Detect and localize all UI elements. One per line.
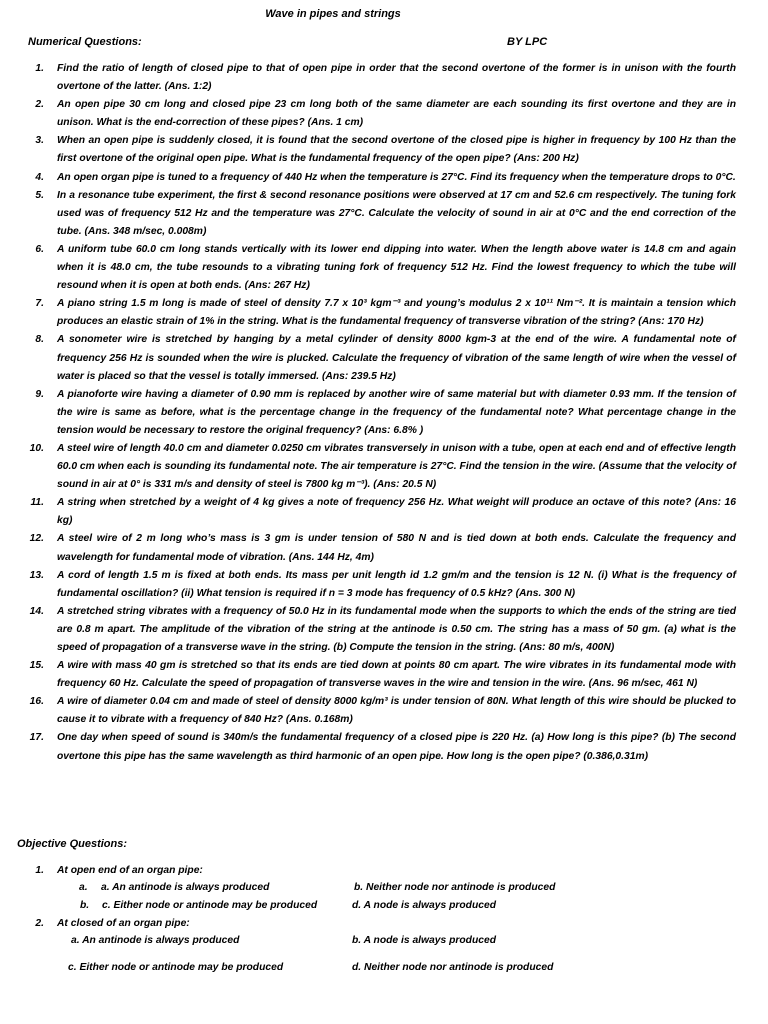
question-number: 10. xyxy=(29,442,44,454)
question-text: One day when speed of sound is 340m/s the fundamental frequency of a closed pipe is 220 Hz. (a) How long is this pipe? (b) The second overtone this pipe has the same wavelength as third harmonic of an open pipe. How long is the open pipe? (0.386,0.31m) xyxy=(57,732,736,762)
document-title: Wave in pipes and strings xyxy=(265,8,401,20)
objective-options-row xyxy=(0,897,768,915)
question-text: A steel wire of length 40.0 cm and diameter 0.0250 cm vibrates transversely in unison with a tube, open at each end and of effective length 60.0 cm when each is sounding its fundamental note. The air temperature is 27°C. Find the tension in the wire. (Assume that the velocity of sound in air at 0° is 331 m/s and density of steel is 7800 kg m⁻³). (Ans: 20.5 N) xyxy=(57,442,736,491)
question-text: An open pipe 30 cm long and closed pipe 23 cm long both of the same diameter are each sounding its first overtone and they are in unison. What is the end-correction of these pipes? (Ans. 1 cm) xyxy=(57,99,736,129)
objective-options-row xyxy=(0,959,768,977)
option-c: c. Either node or antinode may be produced xyxy=(102,900,318,911)
question-text: A pianoforte wire having a diameter of 0.90 mm is replaced by another wire of same material but with diameter 0.93 mm. If the tension of the wire is same as before, what is the percentage change in the frequency of the fundamental note? What percentage change in the tension would be necessary to restore the original frequency? (Ans: 6.8% ) xyxy=(57,388,736,436)
option-c: c. Either node or antinode may be produced xyxy=(68,962,284,973)
numerical-section-heading: Numerical Questions: xyxy=(28,36,142,48)
question-number: 1. xyxy=(35,63,44,74)
objective-question-1 xyxy=(0,862,768,880)
list-item xyxy=(20,386,736,440)
question-text: When an open pipe is suddenly closed, it is found that the second overtone of the closed pipe is higher in frequency by 100 Hz than the first overtone of the original open pipe. What is the fundamental frequency of the open pipe? (Ans: 200 Hz) xyxy=(57,135,736,165)
option-a: a. An antinode is always produced xyxy=(71,935,240,946)
author-label: BY LPC xyxy=(507,36,548,48)
question-text: An open organ pipe is tuned to a frequency of 440 Hz when the temperature is 27°C. Find its frequency when the temperature drops to 0°C. xyxy=(57,171,736,183)
question-number: 15. xyxy=(29,660,44,672)
question-text: A cord of length 1.5 m is fixed at both ends. Its mass per unit length id 1.2 gm/m and the tension is 12 N. (i) What is the frequency of fundamental oscillation? (ii) What tension is required if n = 3 mode has frequency of 0.5 kHz? (Ans. 300 N) xyxy=(57,569,736,599)
question-number: 17. xyxy=(29,732,44,744)
option-marker: a. xyxy=(79,882,88,893)
list-item xyxy=(20,132,736,168)
objective-question-text: At closed of an organ pipe: xyxy=(57,918,190,929)
objective-question-number: 1. xyxy=(35,865,44,876)
list-item xyxy=(20,729,736,765)
list-item xyxy=(20,567,736,603)
objective-question-number: 2. xyxy=(35,918,44,929)
list-item xyxy=(20,657,736,693)
question-number: 6. xyxy=(35,243,44,255)
question-text: A uniform tube 60.0 cm long stands vertically with its lower end dipping into water. When the length above water is 14.8 cm and again when it is 48.0 cm, the tube resounds to a vibrating tuning fork of frequency 512 Hz. Find the lowest frequency to which the tube will resound when it is open at both ends. (Ans: 267 Hz) xyxy=(57,243,736,292)
option-d: d. Neither node nor antinode is produced xyxy=(352,962,554,973)
list-item xyxy=(20,693,736,729)
question-text: A sonometer wire is stretched by hanging by a metal cylinder of density 8000 kgm-3 at the end of the wire. A fundamental note of frequency 256 Hz is sounded when the wire is plucked. Calculate the frequency of vibration of the same length of wire when the vessel of water is placed so that the vessel is totally immersed. (Ans: 239.5 Hz) xyxy=(57,334,736,382)
option-b: b. Neither node nor antinode is produced xyxy=(354,882,556,893)
objective-question-2 xyxy=(0,915,768,933)
question-number: 7. xyxy=(35,298,44,310)
question-text: A wire with mass 40 gm is stretched so that its ends are tied down at points 80 cm apart. The wire vibrates in its fundamental mode with frequency 60 Hz. Calculate the speed of propagation of transverse waves in the wire and tension in the wire. (Ans. 96 m/sec, 461 N) xyxy=(57,660,736,690)
question-text: A string when stretched by a weight of 4 kg gives a note of frequency 256 Hz. What weight will produce an octave of this note? (Ans: 16 kg) xyxy=(57,497,736,527)
objective-options-row xyxy=(0,879,768,897)
objective-options-row xyxy=(0,932,768,950)
question-number: 8. xyxy=(35,334,44,346)
list-item xyxy=(20,60,736,96)
question-number: 5. xyxy=(35,189,44,201)
question-number: 13. xyxy=(29,569,44,581)
question-number: 3. xyxy=(35,135,44,147)
list-item xyxy=(20,331,736,385)
list-item xyxy=(20,96,736,132)
list-item xyxy=(20,187,736,241)
list-item xyxy=(20,241,736,295)
question-text: A steel wire of 2 m long who’s mass is 3 gm is under tension of 580 N and is tied down at both ends. Calculate the frequency and wavelength for fundamental mode of vibration. (Ans. 144 Hz, 4m) xyxy=(57,533,736,563)
list-item xyxy=(20,494,736,530)
list-item xyxy=(20,295,736,331)
question-text: A piano string 1.5 m long is made of steel of density 7.7 x 10³ kgm⁻³ and young’s modulus 2 x 10¹¹ Nm⁻². It is maintain a tension which produces an elastic strain of 1% in the string. What is the fundamental frequency of transverse vibration of the string? (Ans: 170 Hz) xyxy=(57,298,736,328)
question-text: A stretched string vibrates with a frequency of 50.0 Hz in its fundamental mode when the supports to which the ends of the string are tied are 0.8 m apart. The amplitude of the vibration of the string at the antinode is 0.50 cm. The string has a mass of 50 gm. (a) what is the speed of propagation of a transverse wave in the string. (b) Compute the tension in the string. (Ans: 80 m/s, 400N) xyxy=(57,605,736,653)
question-number: 9. xyxy=(35,388,44,400)
option-marker: b. xyxy=(80,900,90,911)
option-a: a. An antinode is always produced xyxy=(101,882,270,893)
option-d: d. A node is always produced xyxy=(352,900,496,911)
question-text: In a resonance tube experiment, the first & second resonance positions were observed at 17 cm and 52.6 cm respectively. The tuning fork used was of frequency 512 Hz and the temperature was 27°C. Calculate the velocity of sound in air at 0°C and the end correction of the tube. (Ans. 348 m/sec, 0.008m) xyxy=(57,189,736,237)
list-item xyxy=(20,603,736,657)
list-item xyxy=(20,169,736,187)
question-number: 4. xyxy=(35,171,44,183)
list-item xyxy=(20,440,736,494)
question-number: 2. xyxy=(35,99,44,111)
question-number: 11. xyxy=(30,497,44,509)
numerical-question-list xyxy=(20,60,736,766)
question-text: A wire of diameter 0.04 cm and made of steel of density 8000 kg/m³ is under tension of 80N. What length of this wire should be plucked to cause it to vibrate with a frequency of 840 Hz? (Ans. 0.168m) xyxy=(57,696,736,726)
question-text: Find the ratio of length of closed pipe to that of open pipe in order that the second overtone of the former is in unison with the fourth overtone of the latter. (Ans. 1:2) xyxy=(57,63,736,93)
objective-question-text: At open end of an organ pipe: xyxy=(57,865,203,876)
objective-section-heading: Objective Questions: xyxy=(17,838,128,850)
question-number: 16. xyxy=(29,696,44,708)
question-number: 14. xyxy=(29,605,44,617)
option-b: b. A node is always produced xyxy=(352,935,496,946)
list-item xyxy=(20,530,736,566)
question-number: 12. xyxy=(29,533,44,545)
